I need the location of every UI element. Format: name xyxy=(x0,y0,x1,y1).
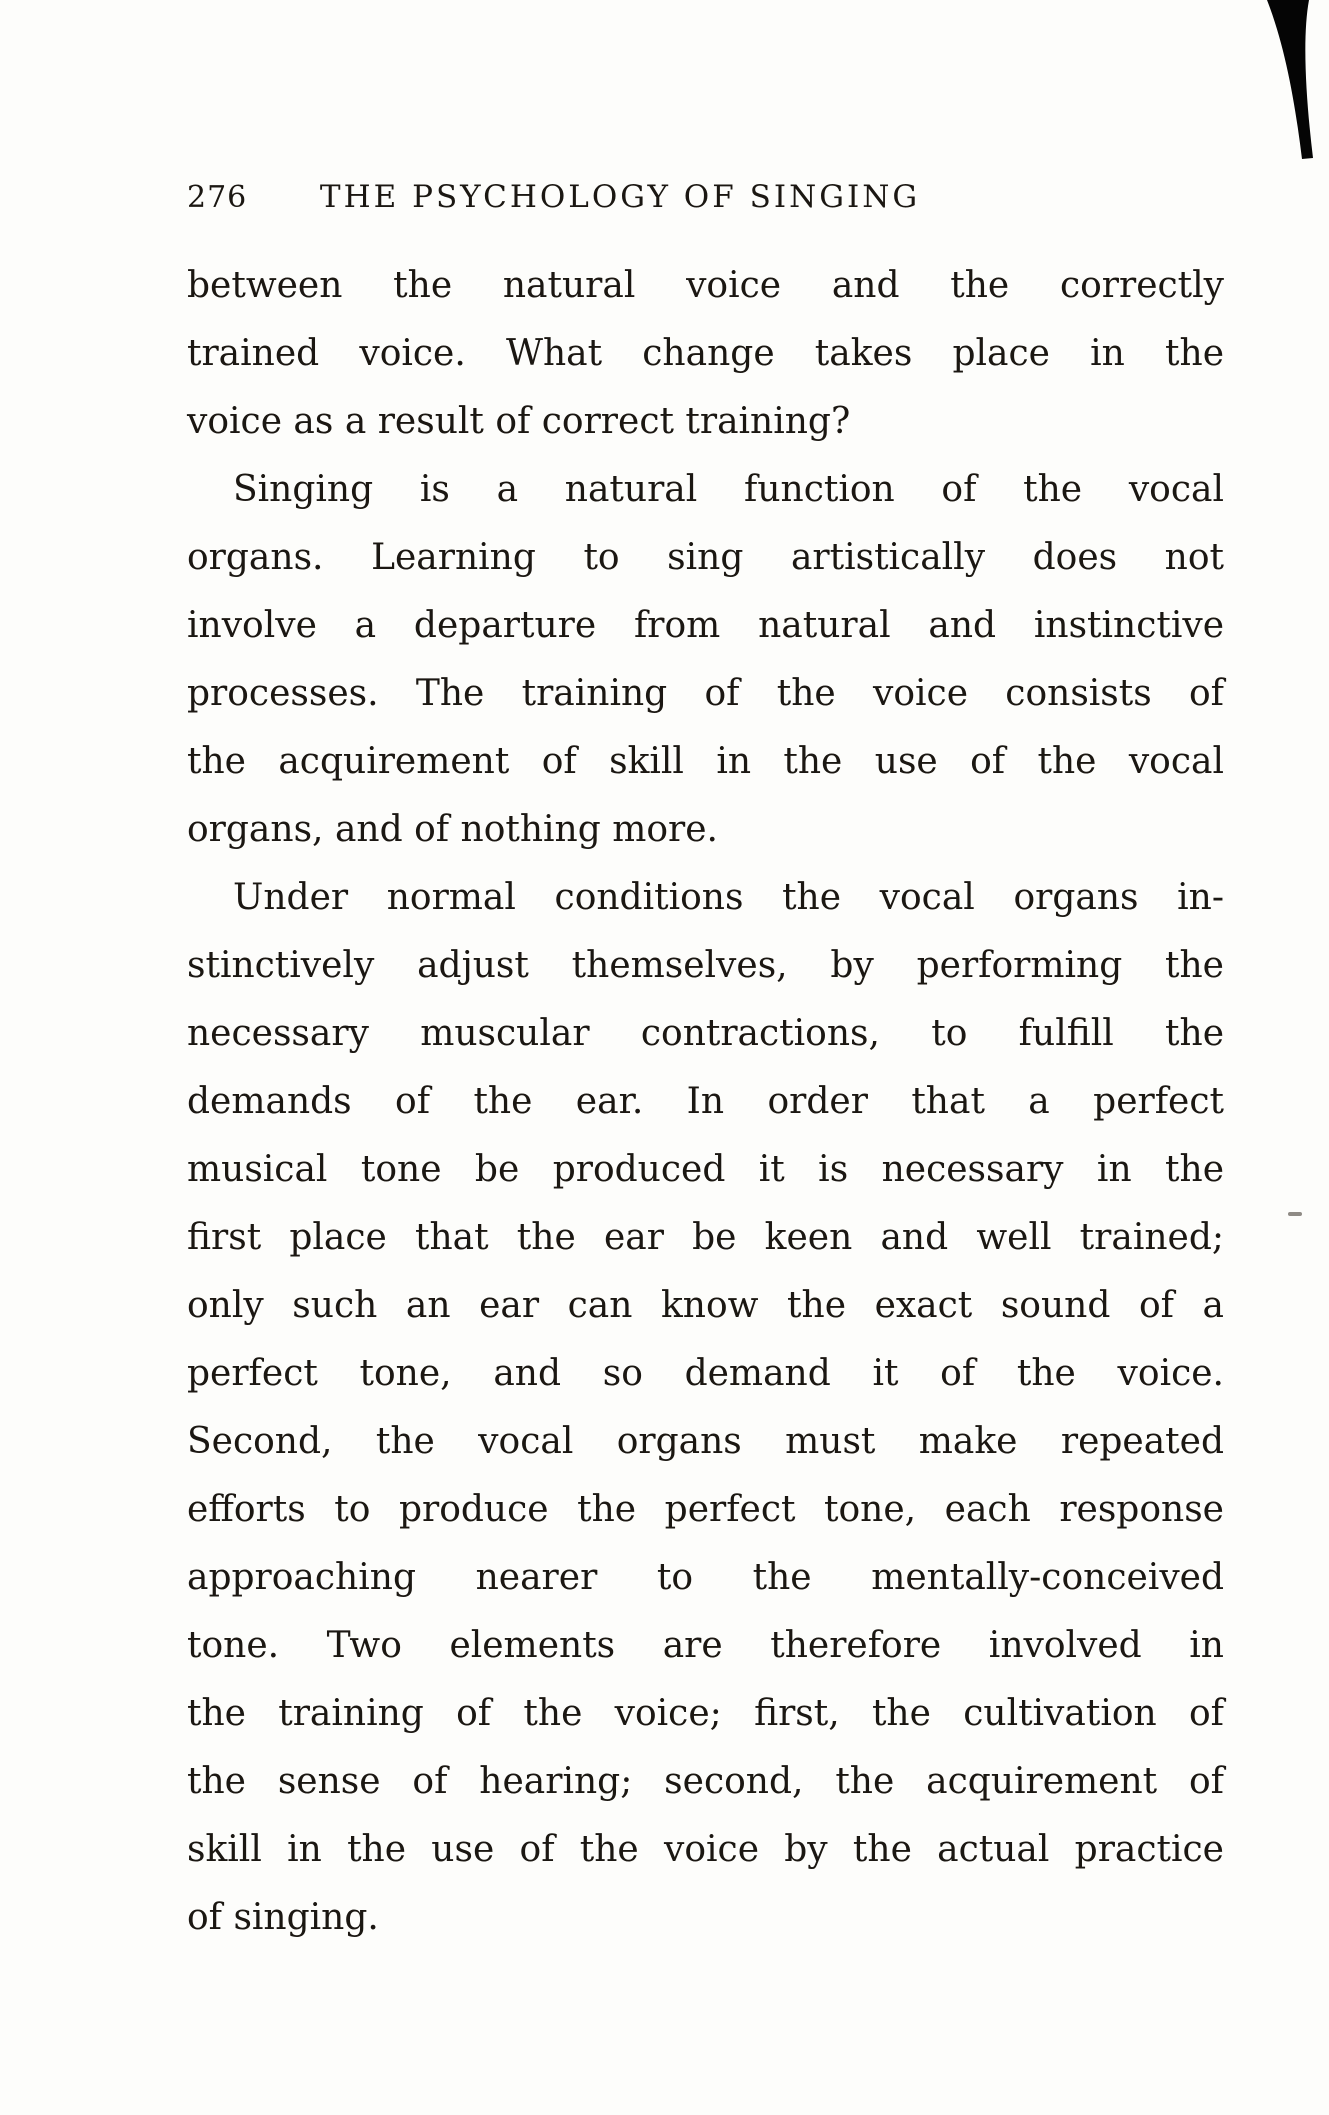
text-line: Singing is a natural function of the vocal xyxy=(233,469,1224,510)
text-line: voice as a result of correct training? xyxy=(187,401,851,442)
text-line: efforts to produce the perfect tone, each response xyxy=(187,1489,1224,1530)
text-line: perfect tone, and so demand it of the voice. xyxy=(187,1353,1224,1394)
running-head: THE PSYCHOLOGY OF SINGING xyxy=(319,179,921,215)
text-line: the sense of hearing; second, the acquirement of xyxy=(187,1761,1224,1802)
text-line: Under normal conditions the vocal organs in- xyxy=(233,877,1224,918)
text-line: tone. Two elements are therefore involved in xyxy=(187,1625,1224,1666)
text-line: processes. The training of the voice consists of xyxy=(187,673,1224,714)
text-line: the acquirement of skill in the use of the vocal xyxy=(187,741,1224,782)
text-line: between the natural voice and the correctly xyxy=(187,265,1224,306)
page-number: 276 xyxy=(187,180,248,215)
text-line: organs. Learning to sing artistically does not xyxy=(187,537,1224,578)
paragraph xyxy=(187,456,1224,864)
scan-corner-mark-icon xyxy=(1255,0,1329,160)
page-body xyxy=(187,252,1224,1952)
text-line: approaching nearer to the mentally-conceived xyxy=(187,1557,1224,1598)
scan-speck xyxy=(1288,1212,1302,1216)
text-line: necessary muscular contractions, to fulfill the xyxy=(187,1013,1224,1054)
text-line: only such an ear can know the exact sound of a xyxy=(187,1285,1224,1326)
text-line: stinctively adjust themselves, by performing the xyxy=(187,945,1224,986)
text-line: skill in the use of the voice by the actual practice xyxy=(187,1829,1224,1870)
text-line: of singing. xyxy=(187,1897,379,1938)
paragraph xyxy=(187,864,1224,1952)
paragraph xyxy=(187,252,1224,456)
text-line: trained voice. What change takes place in the xyxy=(187,333,1224,374)
text-line: Second, the vocal organs must make repeated xyxy=(187,1421,1224,1462)
text-line: the training of the voice; first, the cultivation of xyxy=(187,1693,1224,1734)
text-line: demands of the ear. In order that a perfect xyxy=(187,1081,1224,1122)
text-line: involve a departure from natural and instinctive xyxy=(187,605,1224,646)
text-line: musical tone be produced it is necessary in the xyxy=(187,1149,1224,1190)
text-line: first place that the ear be keen and well trained; xyxy=(187,1217,1224,1258)
text-line: organs, and of nothing more. xyxy=(187,809,718,850)
